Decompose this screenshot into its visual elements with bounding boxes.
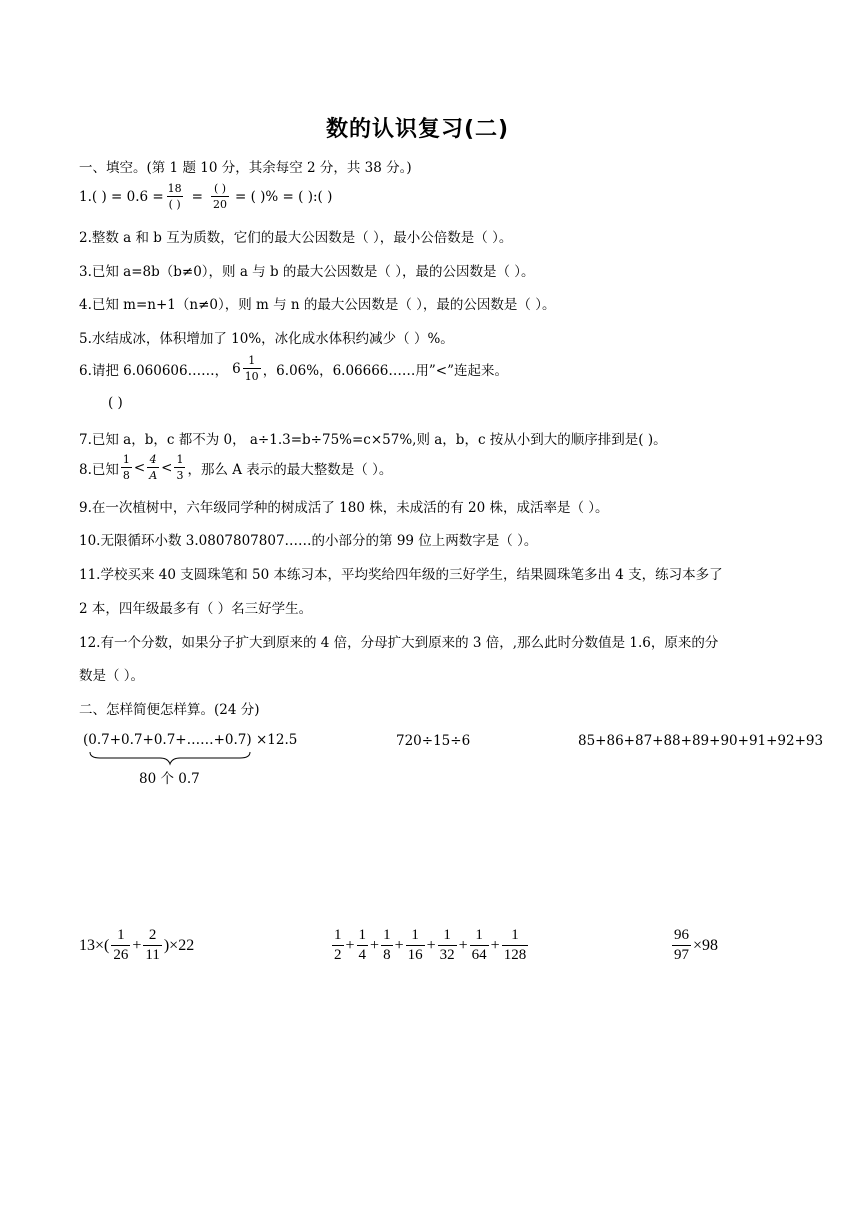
e4-f1-den: 26 [113,947,129,963]
e4-plus: + [132,936,142,954]
section2-heading: 二、怎样简便怎样算。(24 分) [79,702,260,718]
e5-num: 1 [383,927,391,943]
e4-f2-num: 2 [148,927,157,943]
question-3: 3.已知 a=8b（b≠0），则 a 与 b 的最大公因数是（ ），最的公因数是（ ）。 [79,264,535,280]
q1-prefix: 1.( ) = 0.6 = [79,188,164,205]
question-4: 4.已知 m=n+1（n≠0），则 m 与 n 的最大公因数是（ ），最的公因数是（ ）。 [79,297,556,313]
e4-f1-num: 1 [117,927,125,943]
e6-den: 97 [674,947,689,963]
expression-3: 85+86+87+88+89+90+91+92+93 [578,733,824,749]
e5-num: 1 [511,927,519,943]
q6-suffix: ，6.06%，6.06666……用”<”连起来。 [262,362,509,379]
e5-num: 1 [411,927,419,943]
e6-suffix: ×98 [693,936,719,954]
q1-fraction-1 [166,183,184,210]
q8-f2-num: 4 [149,453,157,466]
e6-num: 96 [674,927,689,943]
e5-den: 16 [407,947,423,963]
e5-den: 4 [358,947,367,963]
underbrace-label: 80 个 0.7 [139,771,200,787]
question-11-line-2: 2 本，四年级最多有（ ）名三好学生。 [79,601,313,617]
q8-prefix: 8.已知 [79,461,119,478]
q6-num: 1 [248,354,256,367]
q1-f2-num: ( ) [213,182,227,195]
q8-suffix: ，那么 A 表示的最大整数是（ ）。 [187,461,393,478]
question-6 [79,355,508,382]
e4-fraction-1 [111,928,130,963]
e5-den: 64 [471,947,487,963]
e4-suffix: )×22 [163,936,195,954]
q6-whole: 6 [232,360,241,377]
e5-plus: + [370,936,380,954]
e4-fraction-2 [143,928,161,963]
e5-plus: + [426,936,436,954]
expression-2: 720÷15÷6 [396,733,471,749]
q6-fraction [243,355,261,382]
e5-den: 128 [503,947,527,963]
e5-num: 1 [358,927,367,943]
q1-equals: = [191,188,203,205]
q1-f2-den: 20 [212,198,227,211]
e5-fraction [332,928,344,963]
underbrace-icon [88,750,253,766]
e5-fraction [502,928,529,963]
q8-fraction-1 [121,454,132,481]
q8-fraction-3 [174,454,185,481]
expression-4 [79,928,194,963]
q8-f1-den: 8 [122,469,130,482]
section1-heading: 一、填空。(第 1 题 10 分，其余每空 2 分，共 38 分。) [79,160,412,176]
question-1 [79,183,332,210]
expression-5 [330,928,530,963]
e5-fraction [470,928,489,963]
question-8 [79,454,392,481]
e4-prefix: 13×( [79,936,110,954]
expression-1: (0.7+0.7+0.7+……+0.7) ×12.5 [83,732,298,748]
page-title: 数的认识复习(二) [326,117,510,142]
question-12-line-2: 数是（ ）。 [79,668,145,684]
q1-f1-num: 18 [167,182,182,195]
e5-plus: + [394,936,404,954]
e4-f2-den: 11 [145,947,160,963]
e5-num: 1 [475,927,483,943]
q1-suffix: = ( )% = ( ):( ) [234,188,333,205]
question-11-line-1: 11.学校买来 40 支圆珠笔和 50 本练习本，平均奖给四年级的三好学生，结果圆珠笔多出 4 支，练习本多了 [79,567,723,583]
e5-den: 2 [334,947,342,963]
e5-num: 1 [334,927,342,943]
question-10: 10.无限循环小数 3.0807807807……的小部分的第 99 位上两数字是（ ）。 [79,533,538,549]
question-5: 5.水结成冰，体积增加了 10%，冰化成水体积约减少（ ）%。 [79,331,454,347]
q8-lt-1: < [133,459,146,476]
q1-f1-den: ( ) [168,198,181,211]
e5-fraction [406,928,425,963]
e5-plus: + [458,936,468,954]
e5-fraction [438,928,457,963]
q8-f3-den: 3 [176,469,184,482]
question-12-line-1: 12.有一个分数，如果分子扩大到原来的 4 倍，分母扩大到原来的 3 倍，,那么此时分数值是 1.6，原来的分 [79,635,719,651]
e5-den: 32 [439,947,455,963]
q8-f3-num: 1 [176,453,184,466]
expression-6 [670,928,718,963]
q6-prefix: 6.请把 6.060606……， [79,362,229,379]
e5-den: 8 [383,947,391,963]
q8-fraction-2 [147,454,159,481]
q8-f1-num: 1 [122,453,130,466]
q6-den: 10 [244,370,259,383]
q8-lt-2: < [161,459,173,476]
question-7: 7.已知 a，b，c 都不为 0， a÷1.3=b÷75%=c×57%,则 a，b，c 按从小到大的顺序排到是( )。 [79,432,667,448]
q6-answer-blank: ( ) [108,395,123,411]
q1-fraction-2 [211,183,229,210]
q8-f2-den: A [149,469,158,482]
e5-fraction [357,928,369,963]
e5-num: 1 [443,927,451,943]
e5-plus: + [490,936,500,954]
question-9: 9.在一次植树中，六年级同学种的树成活了 180 株，未成活的有 20 株，成活率是（ ）。 [79,500,609,516]
question-2: 2.整数 a 和 b 互为质数，它们的最大公因数是（ ），最小公倍数是（ ）。 [79,230,513,246]
e6-fraction [672,928,691,963]
e5-plus: + [345,936,355,954]
e5-fraction [381,928,393,963]
